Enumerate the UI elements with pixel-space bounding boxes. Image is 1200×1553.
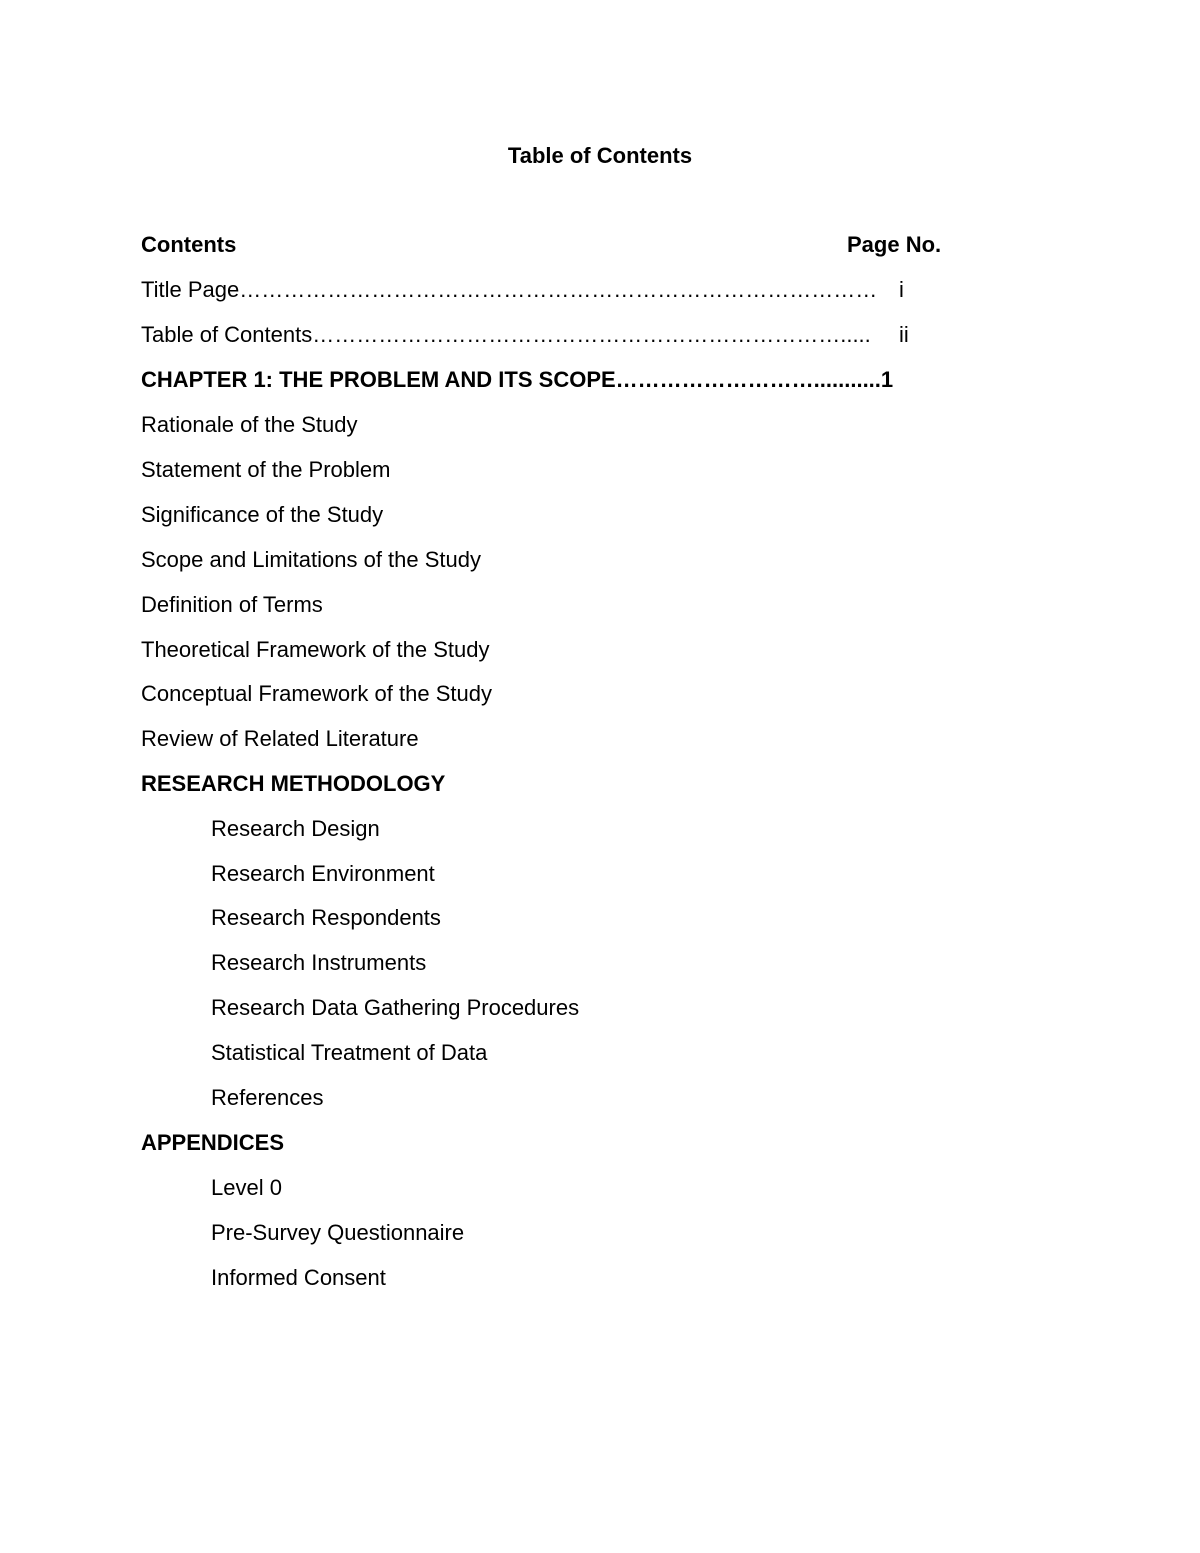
toc-subentry: Research Environment — [211, 861, 435, 886]
toc-subentry: Statistical Treatment of Data — [211, 1040, 488, 1065]
toc-entry-title-page: Title Page…………………………………………………………………………… — [141, 277, 878, 302]
toc-subentry: Research Data Gathering Procedures — [211, 995, 580, 1020]
toc-header — [141, 230, 951, 260]
toc-page-number: ii — [899, 322, 909, 347]
toc-section-heading: RESEARCH METHODOLOGY — [141, 771, 446, 796]
toc-entry: Significance of the Study — [141, 502, 384, 527]
toc-subentry: Pre-Survey Questionnaire — [211, 1220, 465, 1245]
toc-entry: Statement of the Problem — [141, 457, 391, 482]
toc-subentry: Informed Consent — [211, 1265, 386, 1290]
contents-column-label: Contents — [141, 232, 237, 257]
toc-page-number: i — [899, 277, 904, 302]
toc-subentry: Level 0 — [211, 1175, 282, 1200]
toc-entry-table-of-contents: Table of Contents………………………………………………………………..... — [141, 322, 871, 347]
toc-section-heading: APPENDICES — [141, 1130, 285, 1155]
toc-entry: Theoretical Framework of the Study — [141, 637, 490, 662]
page-title: Table of Contents — [507, 143, 693, 168]
toc-chapter-heading: CHAPTER 1: THE PROBLEM AND ITS SCOPE………………………...........1 — [141, 367, 894, 392]
toc-entry: Definition of Terms — [141, 592, 323, 617]
toc-entry: Review of Related Literature — [141, 726, 419, 751]
page-number-column-label: Page No. — [847, 232, 942, 257]
toc-entry: Conceptual Framework of the Study — [141, 681, 492, 706]
toc-subentry: Research Design — [211, 816, 380, 841]
toc-entry: Rationale of the Study — [141, 412, 358, 437]
toc-subentry: Research Instruments — [211, 950, 427, 975]
toc-entry: Scope and Limitations of the Study — [141, 547, 481, 572]
toc-subentry: Research Respondents — [211, 905, 441, 930]
toc-subentry: References — [211, 1085, 324, 1110]
